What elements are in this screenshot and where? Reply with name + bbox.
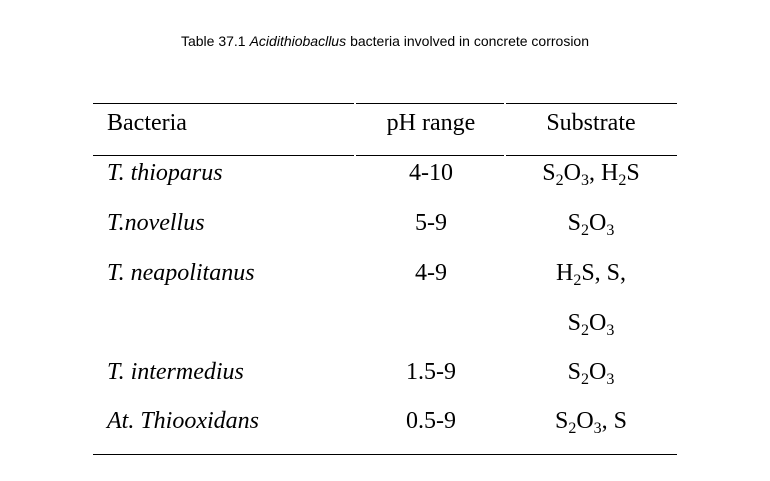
row-substrate: $S_2O_3$, $H_2S$: [542, 160, 640, 189]
table-bottom-rule: [93, 454, 677, 455]
header-bacteria: Bacteria: [107, 110, 187, 136]
row-substrate: $S_2O_3$: [567, 210, 615, 239]
caption-text: bacteria involved in concrete corrosion: [350, 33, 589, 49]
row-bacteria: T. intermedius: [107, 359, 244, 385]
row-bacteria: T. neapolitanus: [107, 260, 255, 286]
table-top-rule: [93, 103, 677, 104]
table-caption: [0, 33, 770, 49]
table-header-rule: [93, 155, 677, 156]
row-ph: 0.5-9: [406, 408, 456, 434]
row-bacteria: T.novellus: [107, 210, 205, 236]
header-ph-range: pH range: [386, 110, 476, 136]
row-bacteria: T. thioparus: [107, 160, 223, 186]
row-bacteria: At. Thiooxidans: [107, 408, 260, 434]
row-substrate: $H_2S$, S,: [555, 260, 627, 289]
row-substrate: $S_2O_3$, S: [554, 408, 628, 437]
row-ph: 5-9: [415, 210, 447, 236]
row-ph: 1.5-9: [406, 359, 456, 385]
row-substrate: $S_2O_3$: [567, 310, 615, 339]
caption-genus: Acidithiobacllus: [249, 33, 347, 49]
row-ph: 4-9: [415, 260, 447, 286]
caption-number: Table 37.1: [180, 33, 246, 49]
row-substrate: $S_2O_3$: [567, 359, 615, 388]
row-ph: 4-10: [409, 160, 453, 186]
header-substrate: Substrate: [546, 110, 636, 136]
